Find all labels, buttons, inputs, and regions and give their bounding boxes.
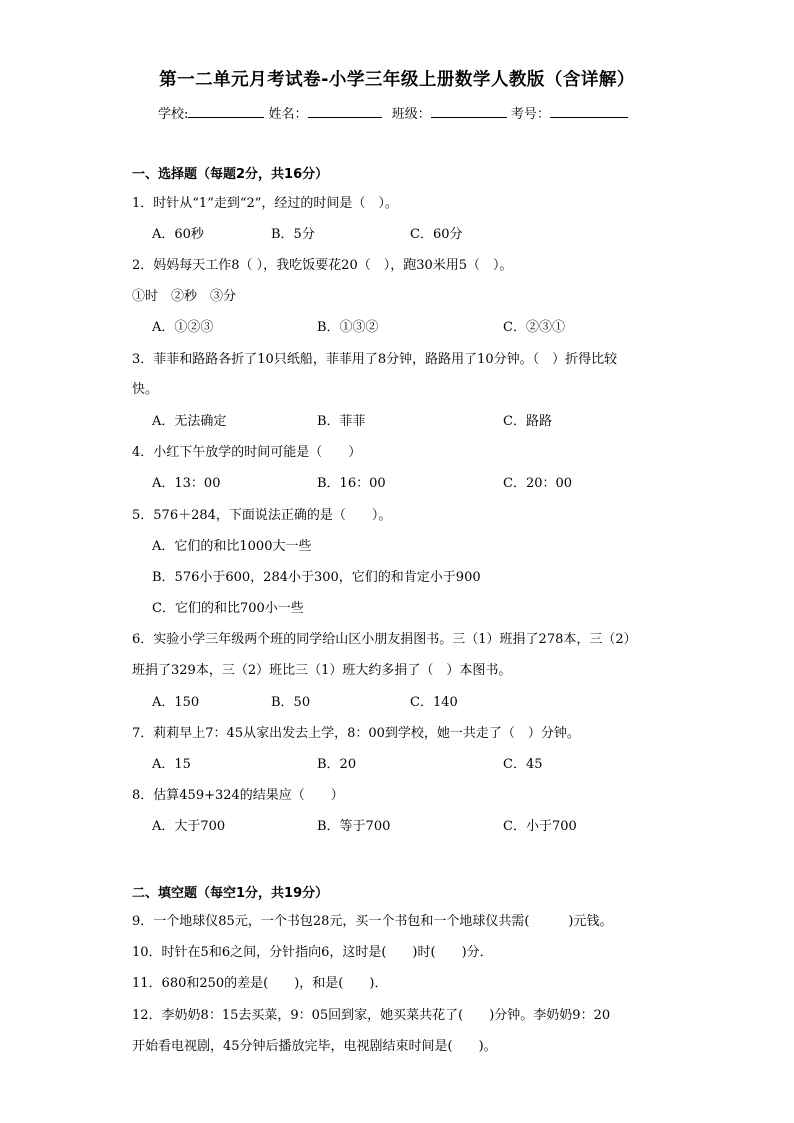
question-2: 2．妈妈每天工作8（ ），我吃饭要花20（ ），跑30米用5（ ）。 bbox=[132, 258, 513, 273]
name-blank bbox=[308, 105, 382, 118]
name-label: 姓名： bbox=[268, 107, 308, 122]
q5-option-b: B．576小于600，284小于300，它们的和肯定小于900 bbox=[152, 570, 481, 585]
q4-option-c: C．20：00 bbox=[503, 476, 573, 491]
number-label: 考号： bbox=[510, 107, 550, 122]
q4-option-b: B．16：00 bbox=[317, 476, 386, 491]
school-blank bbox=[188, 105, 264, 118]
q6-option-a: A．150 bbox=[152, 695, 200, 710]
question-6-line1: 6．实验小学三年级两个班的同学给山区小朋友捐图书。三（1）班捐了278本，三（2） bbox=[132, 632, 637, 647]
school-label: 学校: bbox=[158, 107, 189, 122]
question-3-line1: 3．菲菲和路路各折了10只纸船，菲菲用了8分钟，路路用了10分钟。（ ）折得比较 bbox=[132, 352, 618, 367]
question-10: 10．时针在5和6之间，分针指向6，这时是( )时( )分． bbox=[132, 945, 493, 960]
q5-option-a: A．它们的和比1000大一些 bbox=[152, 539, 312, 554]
q7-option-b: B．20 bbox=[317, 757, 357, 772]
q3-option-c: C．路路 bbox=[503, 414, 552, 429]
q2-option-a: A．①②③ bbox=[152, 320, 214, 335]
q1-option-a: A．60秒 bbox=[152, 227, 204, 242]
q8-option-c: C．小于700 bbox=[503, 819, 577, 834]
question-6-line2: 班捐了329本，三（2）班比三（1）班大约多捐了（ ）本图书。 bbox=[132, 663, 512, 678]
question-4: 4．小红下午放学的时间可能是（ ） bbox=[132, 445, 362, 460]
q6-option-c: C．140 bbox=[410, 695, 458, 710]
student-info-line bbox=[158, 103, 628, 122]
class-blank bbox=[431, 105, 507, 118]
q2-units: ①时 ②秒 ③分 bbox=[132, 289, 237, 304]
class-label: 班级： bbox=[391, 107, 431, 122]
question-9: 9．一个地球仪85元，一个书包28元，买一个书包和一个地球仪共需( )元钱。 bbox=[132, 914, 613, 929]
q7-option-c: C．45 bbox=[503, 757, 543, 772]
section-heading-fill-blank: 二、填空题（每空1分，共19分） bbox=[132, 886, 329, 901]
question-11: 11．680和250的差是( )，和是( )． bbox=[132, 976, 388, 991]
q6-option-b: B．50 bbox=[271, 695, 311, 710]
q3-option-b: B．菲菲 bbox=[317, 414, 366, 429]
q8-option-a: A．大于700 bbox=[152, 819, 226, 834]
section-heading-choice: 一、选择题（每题2分，共16分） bbox=[132, 167, 329, 182]
number-blank bbox=[550, 105, 628, 118]
q1-option-b: B．5分 bbox=[271, 227, 315, 242]
question-5: 5．576＋284，下面说法正确的是（ ）。 bbox=[132, 508, 392, 523]
question-1: 1．时针从“1”走到“2”，经过的时间是（ ）。 bbox=[132, 196, 398, 211]
q5-option-c: C．它们的和比700小一些 bbox=[152, 601, 304, 616]
q7-option-a: A．15 bbox=[152, 757, 191, 772]
q2-option-b: B．①③② bbox=[317, 320, 379, 335]
question-8: 8．估算459+324的结果应（ ） bbox=[132, 788, 344, 803]
q3-option-a: A．无法确定 bbox=[152, 414, 227, 429]
q8-option-b: B．等于700 bbox=[317, 819, 391, 834]
question-7: 7．莉莉早上7：45从家出发去上学，8：00到学校，她一共走了（ ）分钟。 bbox=[132, 726, 580, 741]
page-title: 第一二单元月考试卷-小学三年级上册数学人教版（含详解） bbox=[159, 70, 635, 90]
question-3-line2: 快。 bbox=[132, 382, 159, 397]
q4-option-a: A．13：00 bbox=[152, 476, 221, 491]
q1-option-c: C．60分 bbox=[410, 227, 463, 242]
question-12-line2: 开始看电视剧，45分钟后播放完毕，电视剧结束时间是( )。 bbox=[132, 1039, 497, 1054]
q2-option-c: C．②③① bbox=[503, 320, 565, 335]
question-12-line1: 12．李奶奶8：15去买菜，9：05回到家，她买菜共花了( )分钟。李奶奶9：20 bbox=[132, 1008, 611, 1023]
